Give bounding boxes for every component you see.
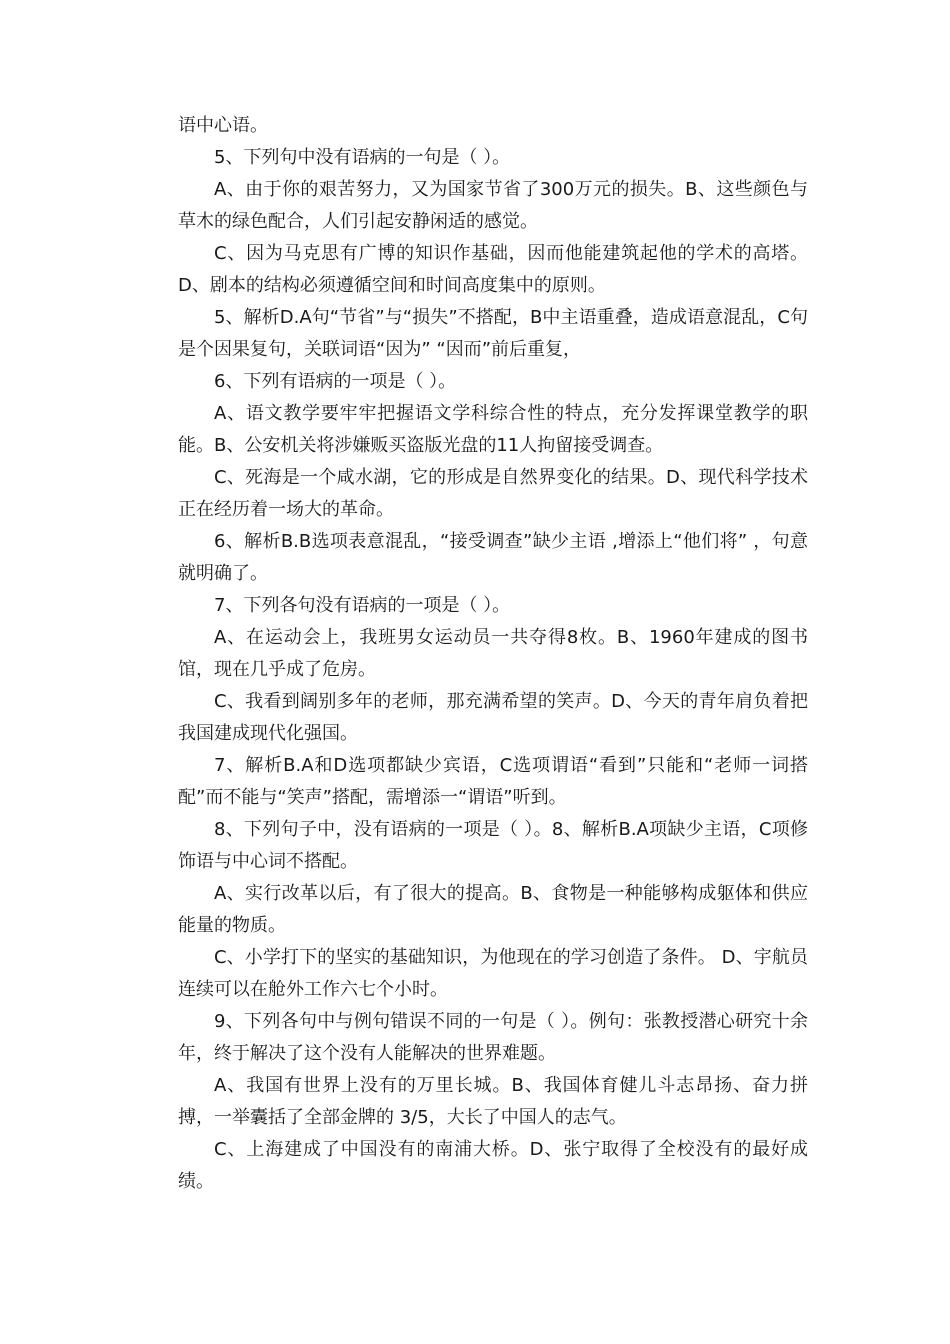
question-9-options-ab: A、我国有世界上没有的万里长城。B、我国体育健儿斗志昂扬、奋力拼搏，一举囊括了全部金牌的 3/5，大长了中国人的志气。	[178, 1075, 808, 1128]
document-page	[178, 110, 808, 1198]
question-7-options-cd: C、我看到阔别多年的老师，那充满希望的笑声。D、今天的青年肩负着把我国建成现代化强国。	[178, 691, 808, 744]
answer-5-explanation: 5、解析D.A句“节省”与“损失”不搭配，B中主语重叠，造成语意混乱，C句是个因果复句，关联词语“因为” “因而”前后重复，	[178, 307, 809, 360]
paragraph: 语中心语。	[178, 115, 268, 136]
question-8: 8、下列句子中，没有语病的一项是（ ）。8、解析B.A项缺少主语，C项修饰语与中心词不搭配。	[178, 819, 808, 872]
question-5-options-cd: C、因为马克思有广博的知识作基础，因而他能建筑起他的学术的高塔。 D、剧本的结构必须遵循空间和时间高度集中的原则。	[178, 243, 808, 296]
question-5: 5、下列句中没有语病的一句是（ ）。	[214, 147, 511, 168]
question-7: 7、下列各句没有语病的一项是（ ）。	[214, 595, 511, 616]
question-9-options-cd: C、上海建成了中国没有的南浦大桥。D、张宁取得了全校没有的最好成绩。	[178, 1139, 808, 1192]
answer-6-explanation: 6、解析B.B选项表意混乱，“接受调查”缺少主语 ,增添上“他们将” ，句意就明确了。	[178, 531, 808, 584]
question-9: 9、下列各句中与例句错误不同的一句是（ ）。例句：张教授潜心研究十余年，终于解决了这个没有人能解决的世界难题。	[178, 1011, 808, 1064]
question-6-options-ab: A、语文教学要牢牢把握语文学科综合性的特点，充分发挥课堂教学的职能。B、公安机关将涉嫌贩买盗版光盘的11人拘留接受调查。	[178, 403, 808, 456]
question-6: 6、下列有语病的一项是（ ）。	[214, 371, 457, 392]
question-8-options-ab: A、实行改革以后，有了很大的提高。B、食物是一种能够构成躯体和供应能量的物质。	[178, 883, 808, 936]
question-7-options-ab: A、在运动会上，我班男女运动员一共夺得8枚。B、1960年建成的图书馆，现在几乎成了危房。	[178, 627, 808, 680]
question-6-options-cd: C、死海是一个咸水湖，它的形成是自然界变化的结果。D、现代科学技术正在经历着一场大的革命。	[178, 467, 808, 520]
answer-7-explanation: 7、解析B.A和D选项都缺少宾语，C选项谓语“看到”只能和“老师一词搭配”而不能与“笑声”搭配，需增添一“谓语”听到。	[178, 755, 808, 808]
question-5-options-ab: A、由于你的艰苦努力，又为国家节省了300万元的损失。B、这些颜色与草木的绿色配合，人们引起安静闲适的感觉。	[178, 179, 808, 232]
question-8-options-cd: C、小学打下的坚实的基础知识，为他现在的学习创造了条件。 D、宇航员连续可以在舱外工作六七个小时。	[178, 947, 808, 1000]
